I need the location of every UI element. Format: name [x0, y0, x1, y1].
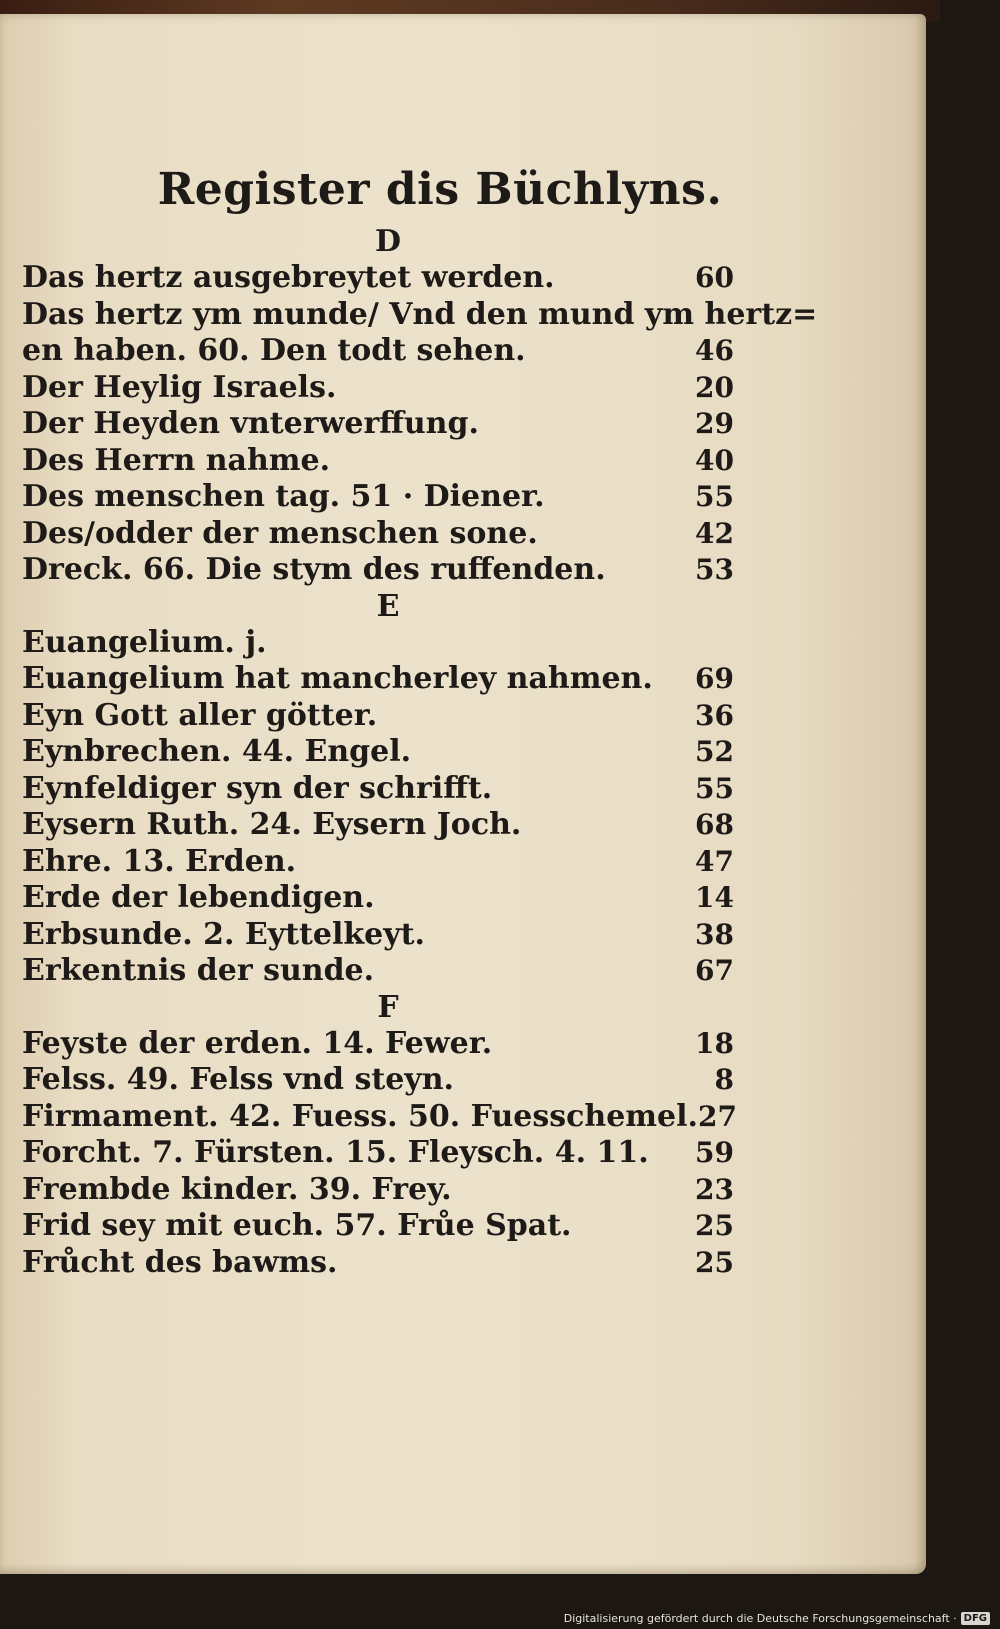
section-letter: F [377, 989, 399, 1025]
entry-page-number: 18 [695, 1026, 734, 1060]
section-letter: D [374, 224, 401, 259]
entry-page-number: 67 [695, 954, 734, 987]
entry-text: en haben. 60. Den todt sehen. [22, 333, 526, 368]
register-entry [22, 370, 734, 407]
entry-text: Euangelium hat mancherley nahmen. [22, 661, 653, 696]
entry-text: Feyste der erden. 14. Fewer. [22, 1025, 493, 1061]
register-entry [22, 1098, 737, 1136]
register-entry [22, 333, 734, 370]
register-entry [22, 917, 734, 954]
register-entry [22, 552, 734, 589]
register-entry [22, 443, 734, 480]
register-entry [22, 516, 734, 553]
entry-page-number: 29 [695, 407, 734, 440]
entry-text: Erde der lebendigen. [22, 880, 375, 915]
entry-page-number: 38 [695, 917, 734, 951]
entry-text: Des/odder der menschen sone. [22, 515, 538, 551]
entry-page-number: 8 [714, 1063, 734, 1096]
register-entry [22, 661, 734, 698]
register-entries [22, 224, 818, 1281]
entry-page-number: 25 [695, 1209, 734, 1242]
entry-page-number: 55 [695, 480, 734, 513]
entry-text: Der Heylig Israels. [22, 369, 337, 405]
register-entry [22, 1135, 734, 1172]
entry-page-number: 14 [695, 881, 734, 914]
digitization-credit [564, 1612, 990, 1625]
entry-text: Eysern Ruth. 24. Eysern Joch. [22, 807, 522, 842]
entry-text: Des menschen tag. 51 · Diener. [22, 479, 545, 514]
entry-page-number: 53 [695, 553, 734, 586]
register-entry [22, 844, 734, 881]
section-letter: E [376, 588, 400, 624]
entry-page-number: 42 [695, 516, 734, 550]
entry-page-number: 27 [697, 1099, 737, 1133]
entry-text: Der Heyden vnterwerffung. [22, 406, 479, 441]
entry-text: Erkentnis der sunde. [22, 953, 375, 988]
entry-text: Das hertz ym munde/ Vnd den mund ym hertz= [22, 296, 818, 332]
entry-page-number: 59 [695, 1136, 734, 1169]
entry-text: Erbsunde. 2. Eyttelkeyt. [22, 916, 425, 952]
entry-text: Das hertz ausgebreytet werden. [22, 260, 555, 295]
entry-page-number: 52 [695, 735, 734, 768]
register-entry [22, 1208, 734, 1245]
entry-text: Des Herrn nahme. [22, 442, 331, 478]
entry-text: Forcht. 7. Fürsten. 15. Fleysch. 4. 11. [22, 1135, 649, 1170]
entry-page-number: 69 [695, 662, 734, 695]
entry-text: Firmament. 42. Fuess. 50. Fuesschemel. [22, 1098, 698, 1134]
credit-text: Digitalisierung gefördert durch die Deutsche Forschungsgemeinschaft · [563, 1612, 957, 1625]
entry-text: Frid sey mit euch. 57. Frůe Spat. [22, 1208, 572, 1243]
entry-text: Eynfeldiger syn der schrifft. [22, 770, 493, 806]
register-entry [22, 479, 734, 516]
register-entry [22, 953, 734, 990]
entry-page-number: 46 [695, 334, 734, 367]
entry-page-number: 20 [695, 370, 734, 404]
register-entry [22, 771, 734, 808]
register-entry [22, 1026, 734, 1063]
register-entry [22, 734, 734, 771]
book-page [0, 14, 926, 1574]
register-entry [22, 807, 734, 844]
entry-page-number: 36 [695, 698, 734, 732]
entry-page-number: 68 [695, 808, 734, 841]
entry-text: Eynbrechen. 44. Engel. [22, 734, 412, 769]
entry-page-number: 25 [695, 1245, 734, 1279]
entry-text: Frembde kinder. 39. Frey. [22, 1171, 452, 1207]
dfg-logo: DFG [961, 1612, 990, 1625]
register-entry [22, 260, 734, 297]
register-entry [22, 1062, 734, 1099]
entry-text: Dreck. 66. Die stym des ruffenden. [22, 552, 606, 587]
entry-text: Ehre. 13. Erden. [22, 843, 297, 879]
entry-page-number: 23 [695, 1172, 734, 1206]
entry-text: Felss. 49. Felss vnd steyn. [22, 1062, 454, 1097]
entry-page-number: 40 [695, 443, 734, 477]
entry-page-number: 47 [695, 844, 734, 878]
entry-page-number: 60 [695, 261, 734, 294]
entry-page-number: 55 [695, 771, 734, 805]
page-title: Register dis Büchlyns. [157, 164, 723, 215]
register-entry [22, 625, 734, 662]
register-entry [22, 406, 734, 443]
entry-text: Eyn Gott aller götter. [22, 697, 378, 733]
register-entry [22, 1172, 734, 1209]
register-entry [22, 880, 734, 917]
register-entry [22, 1245, 734, 1282]
register-entry [22, 296, 818, 334]
entry-text: Euangelium. j. [22, 624, 267, 660]
register-entry [22, 698, 734, 735]
entry-text: Frůcht des bawms. [22, 1244, 338, 1280]
